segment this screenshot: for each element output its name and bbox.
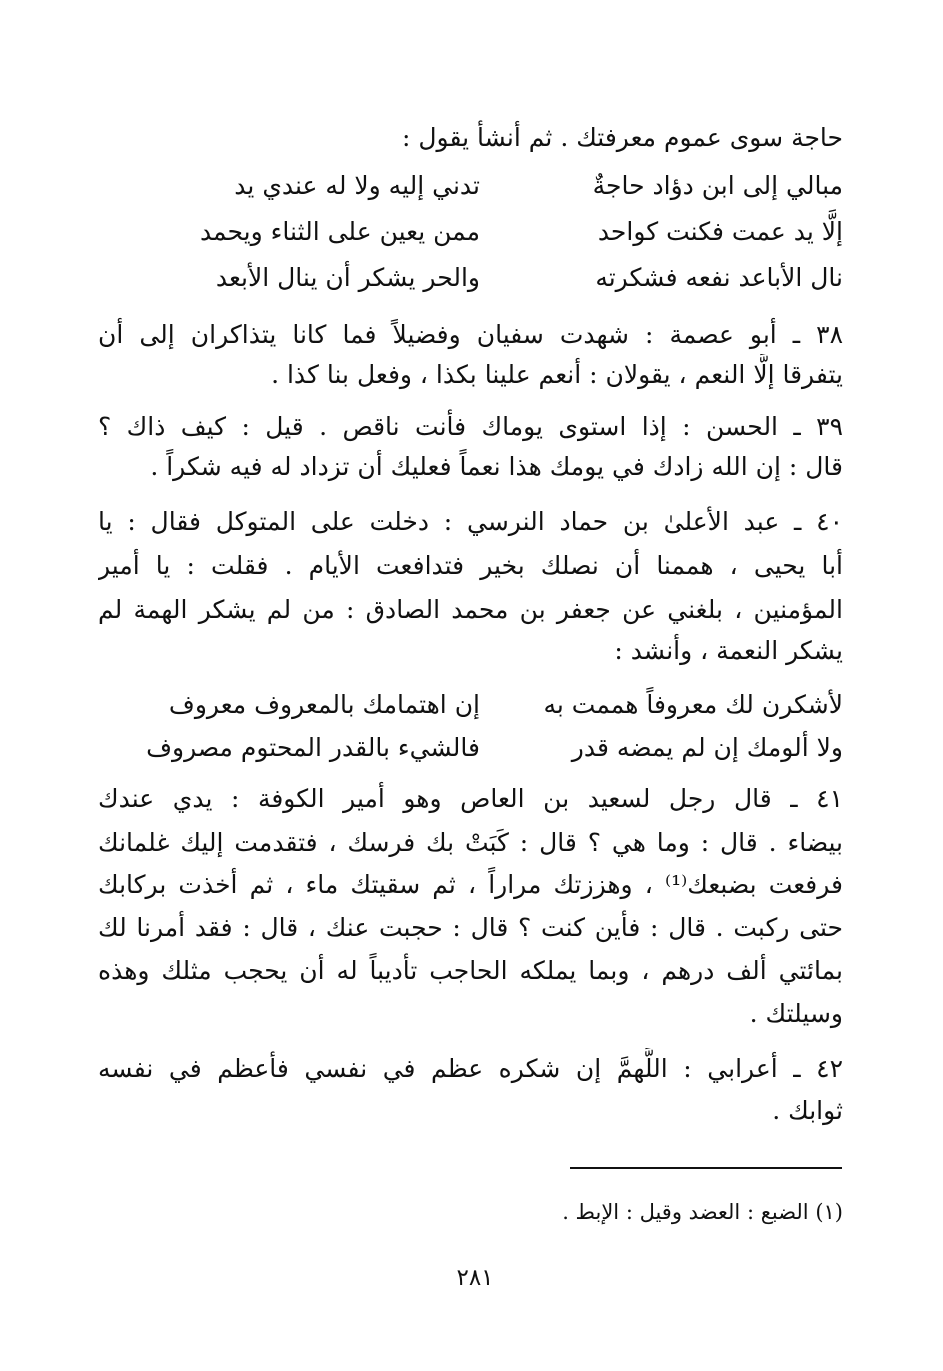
text-line: حتى ركبت . قال : فأين كنت ؟ قال : حجبت عنك ، قال : فقد أمرنا لك [98, 913, 843, 942]
text-line: ثوابك . [772, 1096, 843, 1125]
verse-first-half: إلَّا يد عمت فكنت كواحد [597, 217, 843, 246]
text-line: ٣٩ ـ الحسن : إذا استوى يوماك فأنت ناقص . قيل : كيف ذاك ؟ [98, 412, 843, 441]
text-line: يشكر النعمة ، وأنشد : [614, 636, 843, 665]
text-line: بيضاء . قال : وما هي ؟ قال : كَبَتْ بك فرسك ، فتقدمت إليك غلمانك [98, 828, 843, 857]
text-line: بمائتي ألف درهم ، وبما يملكه الحاجب تأديباً له أن يحجب مثلك وهذه [98, 956, 843, 985]
verse-second-half: والحر يشكر أن ينال الأبعد [215, 263, 480, 292]
text-line: ٣٨ ـ أبو عصمة : شهدت سفيان وفضيلاً فما كانا يتذاكران إلى أن [98, 320, 843, 349]
text-line: حاجة سوى عموم معرفتك . ثم أنشأ يقول : [402, 123, 843, 152]
text-line: يتفرقا إلَّا النعم ، يقولان : أنعم علينا بكذا ، وفعل بنا كذا . [271, 360, 843, 389]
text-line: ٤١ ـ قال رجل لسعيد بن العاص وهو أمير الكوفة : يدي عندك [98, 784, 843, 813]
footnote: (١) الضبع : العضد وقيل : الإبط . [562, 1200, 843, 1224]
verse-second-half: ممن يعين على الثناء ويحمد [199, 217, 480, 246]
verse-second-half: إن اهتمامك بالمعروف معروف [168, 690, 480, 719]
text-line: ٤٢ ـ أعرابي : اللَّهمَّ إن شكره عظم في نفسي فأعظم في نفسه [98, 1054, 843, 1083]
verse-first-half: لأشكرن لك معروفاً هممت به [543, 690, 843, 719]
footnote-separator [570, 1167, 842, 1169]
text-line: ٤٠ ـ عبد الأعلىٰ بن حماد النرسي : دخلت على المتوكل فقال : يا [98, 507, 843, 536]
verse-first-half: مبالي إلى ابن دؤاد حاجةٌ [592, 171, 843, 200]
verse-second-half: تدني إليه ولا له عندي يد [234, 171, 480, 200]
text-line: فرفعت بضبعك⁽¹⁾ ، وهززتك مراراً ، ثم سقيتك ماء ، ثم أخذت بركابك [98, 870, 843, 899]
text-line: أبا يحيى ، هممنا أن نصلك بخير فتدافعت الأيام . فقلت : يا أمير [98, 551, 843, 580]
verse-second-half: فالشيء بالقدر المحتوم مصروف [146, 733, 480, 762]
verse-first-half: نال الأباعد نفعه فشكرته [595, 263, 843, 292]
text-line: المؤمنين ، بلغني عن جعفر بن محمد الصادق : من لم يشكر الهمة لم [98, 595, 843, 624]
page-number: ٢٨١ [456, 1265, 494, 1291]
text-line: وسيلتك . [749, 999, 843, 1028]
text-line: قال : إن الله زادك في يومك هذا نعماً فعليك أن تزداد له فيه شكراً . [150, 452, 843, 481]
verse-first-half: ولا ألومك إن لم يمضه قدر [571, 733, 843, 762]
